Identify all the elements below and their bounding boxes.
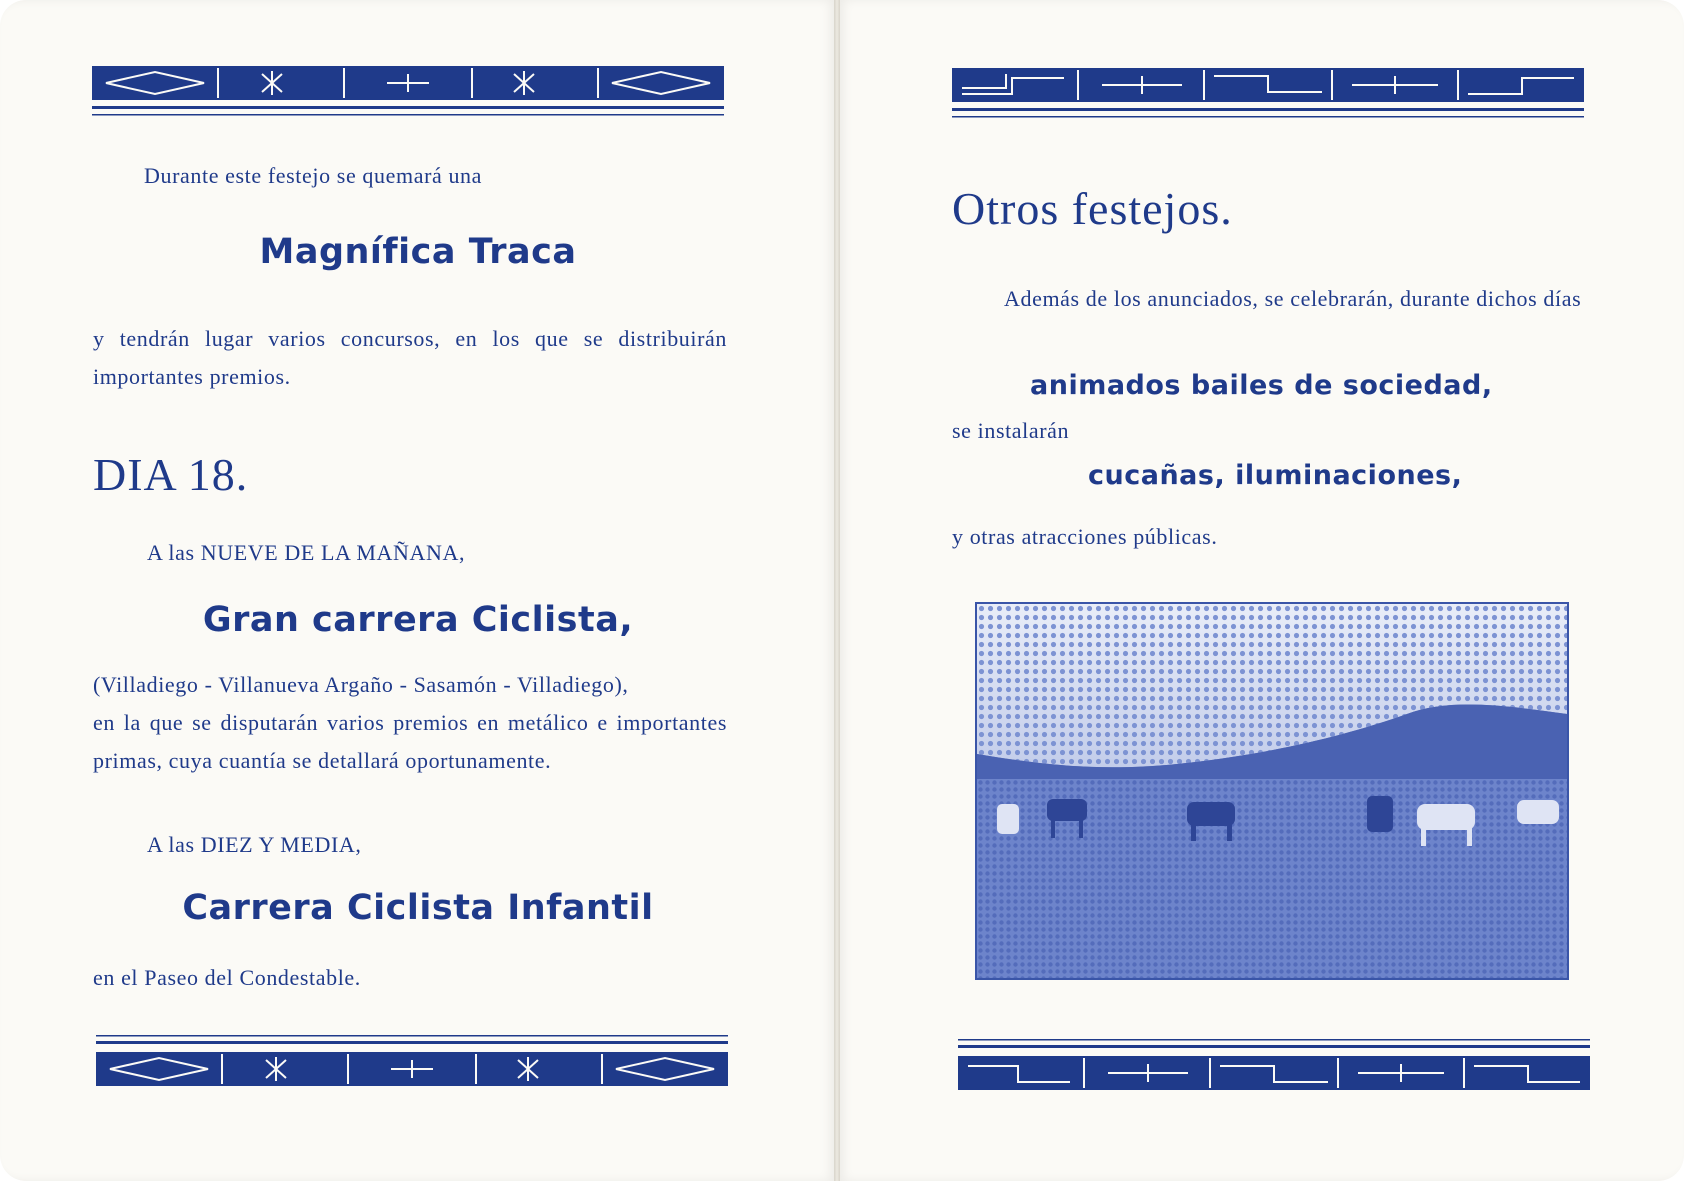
right-page [838, 0, 1684, 1181]
other-festivities-heading: Otros festejos. [952, 183, 1233, 234]
left-top-ornament-border [92, 66, 724, 122]
right-top-ornament-border [952, 68, 1584, 124]
cycling-race-heading: Gran carrera Ciclista, [202, 600, 634, 640]
right-bottom-ornament-border [958, 1037, 1590, 1093]
intro-text: Durante este festejo se quemará una [144, 163, 483, 188]
closing-text: y otras atracciones públicas. [952, 524, 1218, 549]
contests-text: y tendrán lugar varios concursos, en los que se distribuirán importantes premios. [93, 326, 727, 389]
install-text: se instalarán [952, 418, 1070, 443]
traca-heading: Magnífica Traca [259, 232, 577, 272]
race-route: (Villadiego - Villanueva Argaño - Sasamón - Villadiego), [93, 672, 629, 697]
race-prizes-text: en la que se disputarán varios premios en metálico e importantes primas, cuya cuantía se detallará oportunamente. [93, 710, 727, 773]
race-location: en el Paseo del Condestable. [93, 965, 361, 990]
attractions-heading: cucañas, iluminaciones, [1088, 460, 1463, 491]
time-half-past-ten: A las DIEZ Y MEDIA, [147, 832, 362, 857]
dances-heading: animados bailes de sociedad, [1030, 370, 1493, 401]
booklet-gutter [834, 0, 840, 1181]
other-festivities-intro: Además de los anunciados, se celebrarán, durante dichos días [1004, 286, 1582, 311]
left-bottom-ornament-border [96, 1033, 728, 1089]
day-heading: DIA 18. [93, 449, 249, 500]
halftone-photo [975, 602, 1569, 980]
children-race-heading: Carrera Ciclista Infantil [182, 888, 654, 928]
time-nine-am: A las NUEVE DE LA MAÑANA, [147, 540, 466, 565]
